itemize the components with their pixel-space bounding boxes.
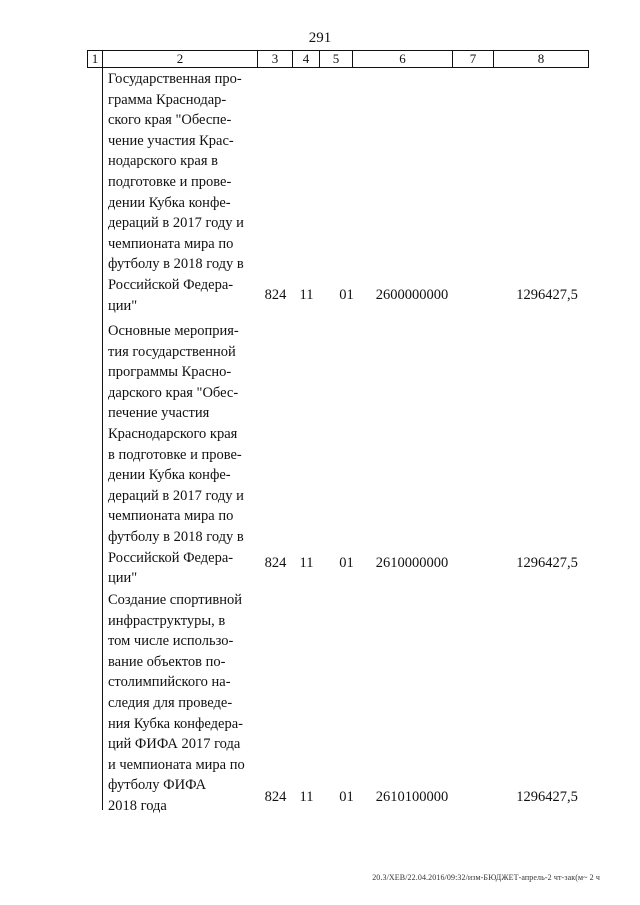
row-3-col-8: 1296427,5	[516, 789, 578, 805]
row-2-col-5: 01	[339, 555, 354, 571]
row-2-col-3: 824	[264, 555, 287, 571]
row-3-description: Создание спортивной инфраструктуры, в том числе использо- вание объектов по- столимпийского на- следия для проведе- ния Кубка конфедера- ций ФИФА 2017 года и чемпионата мира по футболу ФИФА 2018 года	[108, 592, 245, 814]
row-1-col-3: 824	[264, 287, 287, 303]
header-col-1: 1	[88, 51, 103, 67]
table-header-row	[87, 50, 589, 68]
header-col-2: 2	[103, 51, 258, 67]
document-footer: 20.3/ХЕВ/22.04.2016/09:32/изм-БЮДЖЕТ-апрель-2 чт-зак(м~ 2 ч	[372, 873, 600, 882]
row-1-col-5: 01	[339, 287, 354, 303]
page-number: 291	[308, 30, 332, 46]
header-col-4: 4	[293, 51, 320, 67]
row-3-col-4: 11	[299, 789, 314, 805]
row-1-col-4: 11	[299, 287, 314, 303]
row-1-col-8: 1296427,5	[516, 287, 578, 303]
row-2-description: Основные мероприя- тия государственной программы Красно- дарского края "Обес- печение участия Краснодарского края в подготовке и прове- дении Кубка конфе- дераций в 2017 году и чемпионата мира по футболу в 2018 году в Российской Федера- ции"	[108, 323, 244, 587]
row-3-col-5: 01	[339, 789, 354, 805]
row-3-col-3: 824	[264, 789, 287, 805]
row-2-col-4: 11	[299, 555, 314, 571]
row-2-col-6: 2610000000	[375, 555, 449, 571]
column-divider	[102, 68, 103, 810]
header-col-6: 6	[353, 51, 453, 67]
row-1-description: Государственная про- грамма Краснодар- ского края "Обеспе- чение участия Крас- нодарского края в подготовке и прове- дении Кубка конфе- дераций в 2017 году и чемпионата мира по футболу в 2018 году в Российской Федера- ции"	[108, 71, 244, 314]
header-col-8: 8	[537, 51, 545, 66]
row-2-col-8: 1296427,5	[516, 555, 578, 571]
header-col-7: 7	[453, 51, 494, 67]
header-col-3: 3	[258, 51, 293, 67]
row-1-col-6: 2600000000	[375, 287, 449, 303]
row-3-col-6: 2610100000	[375, 789, 449, 805]
header-col-5: 5	[320, 51, 353, 67]
